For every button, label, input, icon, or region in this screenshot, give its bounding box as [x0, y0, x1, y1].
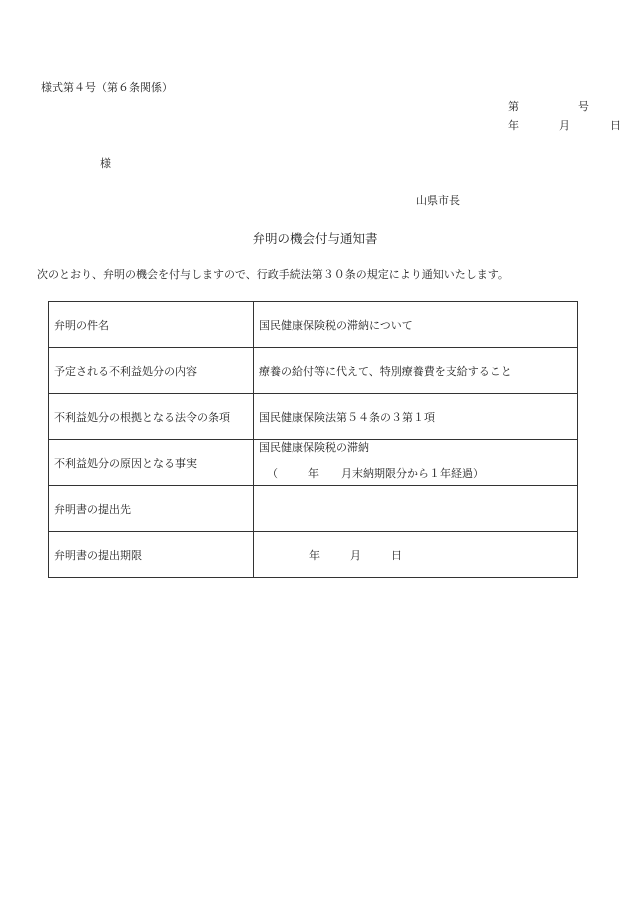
- row-value-deadline: [254, 532, 578, 578]
- deadline-date: [259, 549, 402, 562]
- row-value-legal-basis: 国民健康保険法第５４条の３第１項: [254, 394, 578, 440]
- intro-text: 次のとおり、弁明の機会を付与しますので、行政手続法第３０条の規定により通知いたします。: [37, 268, 509, 281]
- issuer: 山県市長: [416, 194, 460, 207]
- row-value-submit-to: [254, 486, 578, 532]
- issue-date-month: 月: [559, 119, 570, 132]
- deadline-day: 日: [391, 548, 402, 562]
- issue-number-prefix: 第: [508, 100, 519, 113]
- issue-date-year: 年: [508, 119, 519, 132]
- cause-note-rest: 月末納期限分から１年経過）: [341, 466, 484, 480]
- table-row: [49, 394, 578, 440]
- notice-table: [48, 301, 578, 578]
- row-label-legal-basis: 不利益処分の根拠となる法令の条項: [49, 394, 254, 440]
- table-row: [49, 348, 578, 394]
- document-title: 弁明の機会付与通知書: [252, 231, 378, 246]
- issue-number-suffix: 号: [578, 100, 589, 113]
- row-value-subject: 国民健康保険税の滞納について: [254, 302, 578, 348]
- deadline-month: 月: [350, 548, 361, 562]
- form-number: 様式第４号（第６条関係）: [41, 81, 173, 94]
- row-label-submit-to: 弁明書の提出先: [49, 486, 254, 532]
- deadline-year: 年: [309, 548, 320, 562]
- table-row: [49, 532, 578, 578]
- row-label-cause: 不利益処分の原因となる事実: [49, 440, 254, 486]
- addressee: 様: [100, 157, 111, 170]
- issue-date: [508, 120, 621, 131]
- row-label-deadline: 弁明書の提出期限: [49, 532, 254, 578]
- cause-fact: 国民健康保険税の滞納: [259, 440, 369, 454]
- cause-note-year: 年: [308, 466, 319, 480]
- table-row: [49, 302, 578, 348]
- row-label-disposition: 予定される不利益処分の内容: [49, 348, 254, 394]
- cause-note-open: （: [267, 466, 278, 480]
- row-label-subject: 弁明の件名: [49, 302, 254, 348]
- table-row: [49, 486, 578, 532]
- row-value-disposition: 療養の給付等に代えて、特別療養費を支給すること: [254, 348, 578, 394]
- cause-note: [259, 465, 572, 481]
- table-row: [49, 440, 578, 486]
- issue-date-day: 日: [610, 119, 621, 132]
- row-value-cause: [254, 440, 578, 486]
